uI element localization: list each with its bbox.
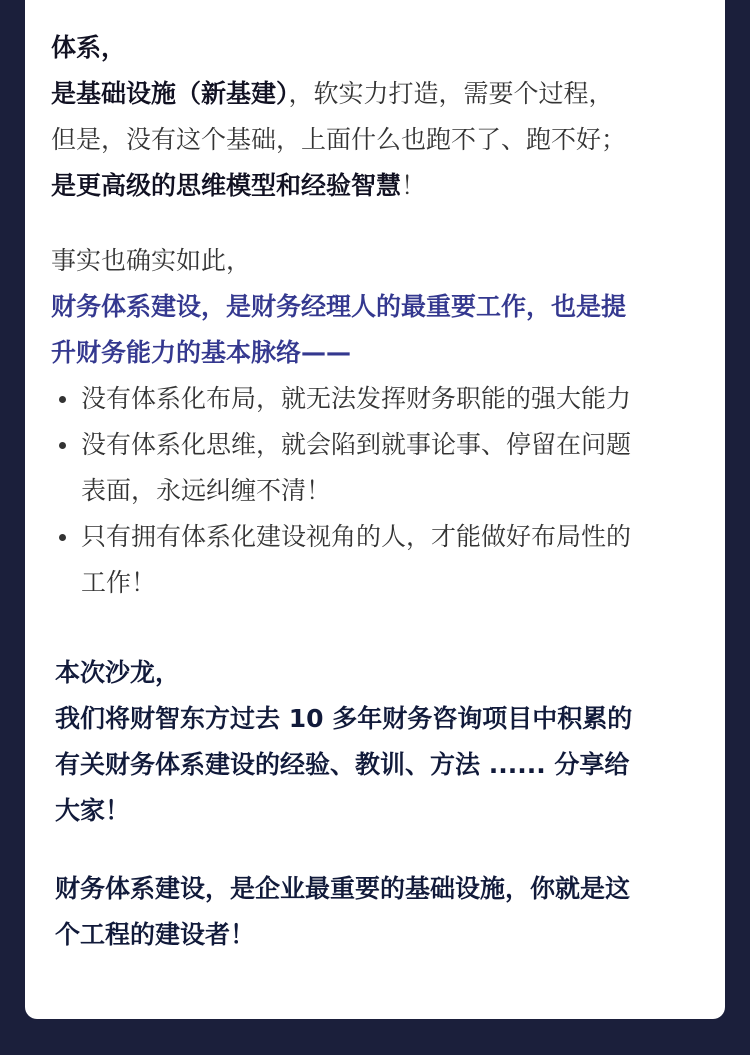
intro-line-2-rest: ，软实力打造，需要个过程，	[288, 79, 614, 108]
closing-section	[55, 866, 715, 958]
list-item-text-cont: 工作！	[81, 568, 157, 597]
closing-line-1: 财务体系建设，是企业最重要的基础设施，你就是这	[55, 874, 631, 903]
intro-line-4-bold: 是更高级的思维模型和经验智慧	[51, 171, 402, 200]
list-item	[51, 422, 711, 514]
list-item-text: 没有体系化思维，就会陷到就事论事、停留在问题	[81, 430, 632, 459]
intro-line-2	[51, 71, 711, 117]
bullet-dot-icon	[59, 396, 66, 403]
fact-line-1: 事实也确实如此，	[51, 246, 252, 275]
list-item	[51, 376, 711, 422]
intro-section	[51, 25, 711, 209]
fact-highlight-1: 财务体系建设，是财务经理人的最重要工作，也是提	[51, 292, 627, 321]
bullet-dot-icon	[59, 442, 66, 449]
intro-line-3: 但是，没有这个基础，上面什么也跑不了、跑不好；	[51, 125, 627, 154]
intro-line-4	[51, 163, 711, 209]
closing-line-2: 个工程的建设者！	[55, 920, 256, 949]
salon-section	[55, 650, 715, 834]
list-item	[51, 514, 711, 606]
list-item-text-cont: 表面，永远纠缠不清！	[81, 476, 332, 505]
bullet-dot-icon	[59, 534, 66, 541]
salon-line-2: 我们将财智东方过去 10 多年财务咨询项目中积累的	[55, 704, 633, 733]
content-card	[25, 0, 725, 1019]
intro-line-2-bold: 是基础设施（新基建）	[51, 79, 289, 108]
salon-line-1: 本次沙龙，	[55, 658, 181, 687]
salon-line-3: 有关财务体系建设的经验、教训、方法 ...... 分享给	[55, 750, 630, 779]
bullet-list	[51, 376, 711, 606]
list-item-text: 只有拥有体系化建设视角的人，才能做好布局性的	[81, 522, 632, 551]
intro-line-1: 体系，	[51, 33, 127, 62]
intro-line-4-rest: ！	[401, 171, 427, 200]
fact-highlight-2: 升财务能力的基本脉络——	[51, 338, 352, 367]
fact-section	[51, 238, 711, 376]
salon-line-4: 大家！	[55, 796, 131, 825]
list-item-text: 没有体系化布局，就无法发挥财务职能的强大能力	[81, 384, 632, 413]
